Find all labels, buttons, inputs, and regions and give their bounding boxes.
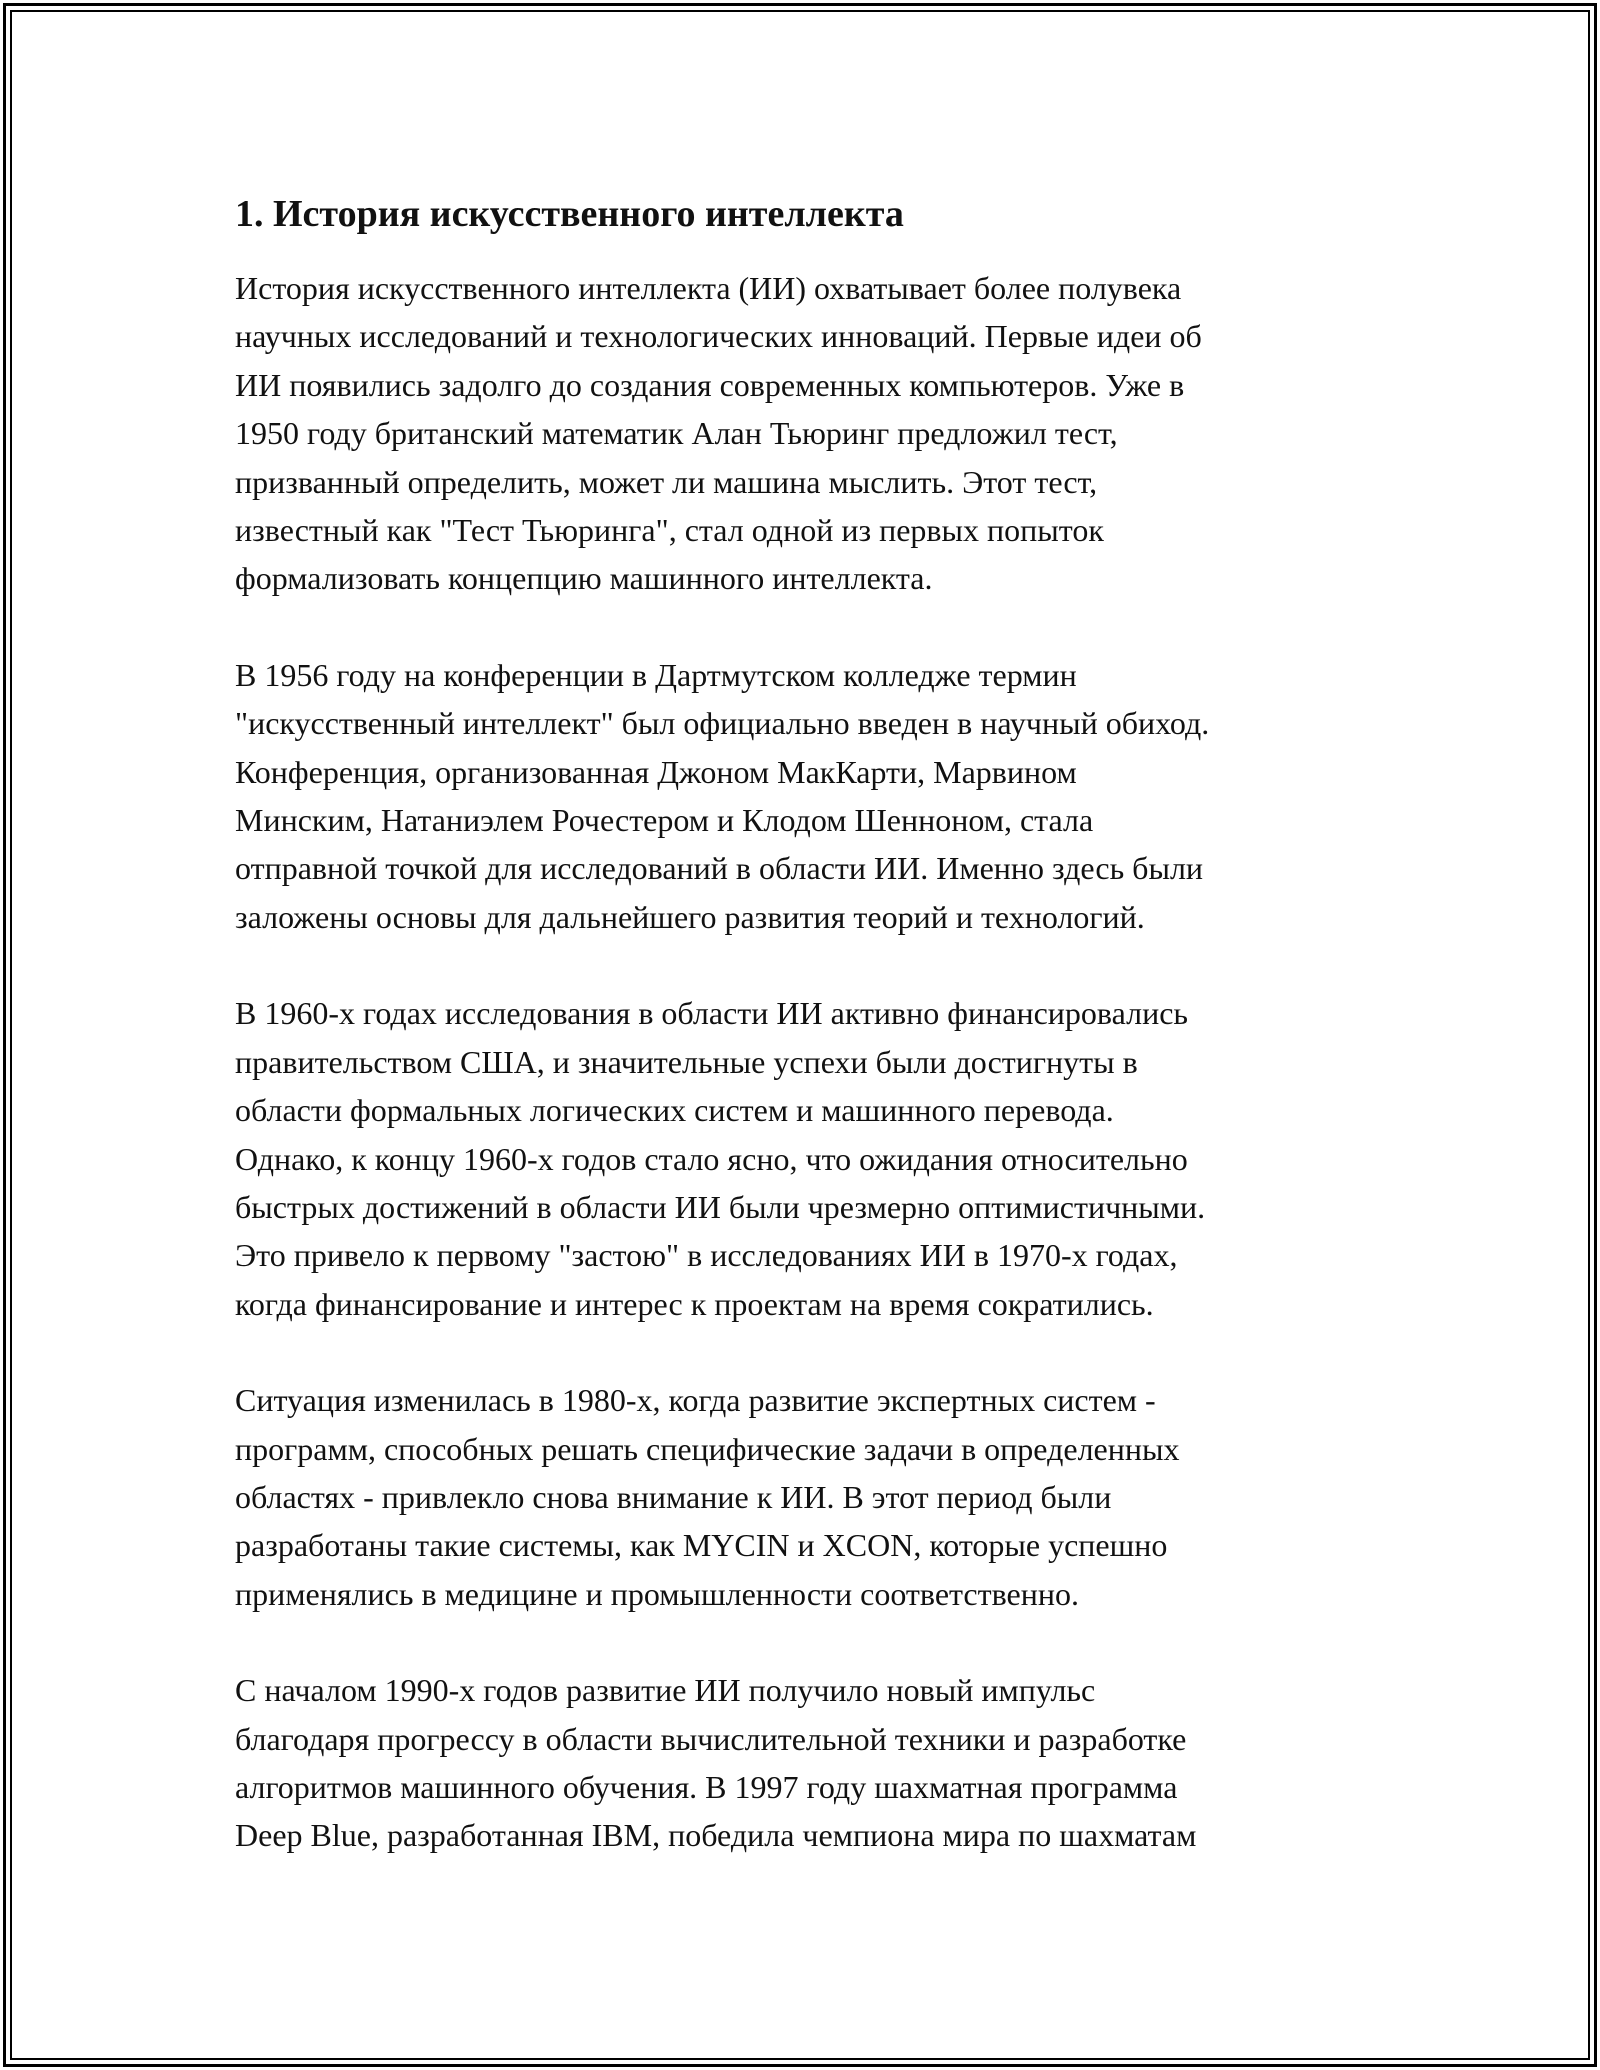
section-heading: 1. История искусственного интеллекта [235,193,904,235]
document-body [235,188,1395,1860]
paragraph-1960s: В 1960-х годах исследования в области ИИ активно финансировались правительством США, и значительные успехи были достигнуты в области формальных логических систем и машинного перевода. Однако, к концу 1960-х годов стало ясно, что ожидания относительно быстрых достижений в области ИИ были чрезмерно оптимистичными. Это привело к первому "застою" в исследованиях ИИ в 1970-х годах, когда финансирование и интерес к проектам на время сократились. [235,995,1206,1322]
paragraph-dartmouth: В 1956 году на конференции в Дартмутском колледже термин "искусственный интеллект" был официально введен в научный обиход. Конференция, организованная Джоном МакКарти, Марвином Минским, Натаниэлем Рочестером и Клодом Шенноном, стала отправной точкой для исследований в области ИИ. Именно здесь были заложены основы для дальнейшего развития теорий и технологий. [235,656,1210,935]
paragraph-turing: История искусственного интеллекта (ИИ) охватывает более полувека научных исследований и технологических инноваций. Первые идеи об ИИ появились задолго до создания современных компьютеров. Уже в 1950 году британский математик Алан Тьюринг предложил тест, призванный определить, может ли машина мыслить. Этот тест, известный как "Тест Тьюринга", стал одной из первых попыток формализовать концепцию машинного интеллекта. [235,270,1202,597]
paragraph-1980s: Ситуация изменилась в 1980-х, когда развитие экспертных систем - программ, способных решать специфические задачи в определенных областях - привлекло снова внимание к ИИ. В этот период были разработаны такие системы, как MYCIN и XCON, которые успешно применялись в медицине и промышленности соответственно. [235,1382,1180,1612]
paragraph-1990s: С началом 1990-х годов развитие ИИ получило новый импульс благодаря прогрессу в области вычислительной техники и разработке алгоритмов машинного обучения. В 1997 году шахматная программа Deep Blue, разработанная IBM, победила чемпиона мира по шахматам [235,1672,1197,1854]
